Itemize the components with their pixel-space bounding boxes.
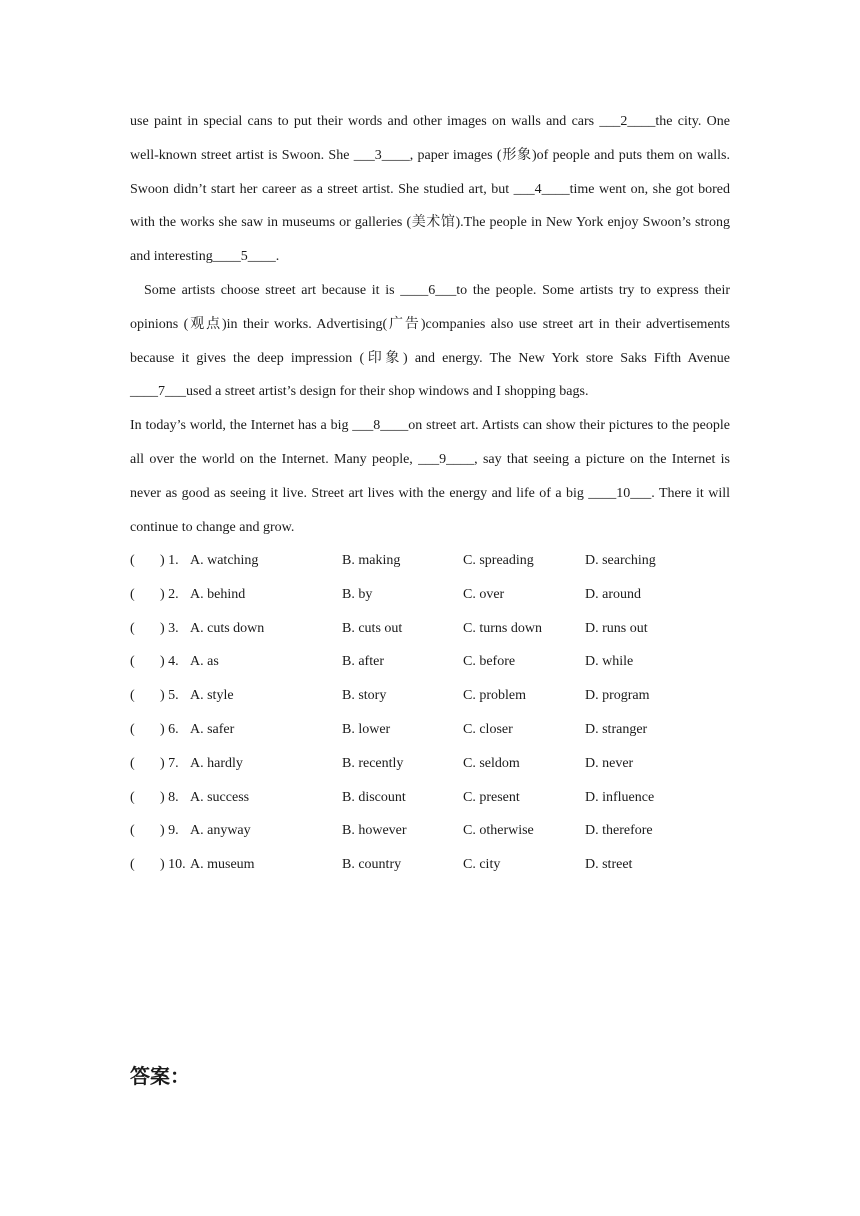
option-d: D. searching xyxy=(585,553,656,568)
question-row xyxy=(130,814,730,848)
question-row xyxy=(130,578,730,612)
passage-paragraph-3: In today’s world, the Internet has a big ___8____on street art. Artists can show their pictures to the people all over the world on the Internet. Many people, ___9____, say that seeing a picture on the Internet is never as good as seeing it live. Street art lives with the energy and life of a big ____10___. There it will continue to change and grow. xyxy=(130,418,730,535)
option-c: C. over xyxy=(463,586,505,602)
question-number: ) 7. xyxy=(160,755,179,771)
option-a: A. as xyxy=(190,654,219,670)
option-c: C. spreading xyxy=(463,553,534,568)
question-number: ) 6. xyxy=(160,721,179,737)
option-d: D. stranger xyxy=(585,721,648,737)
question-row xyxy=(130,544,730,578)
option-c: C. problem xyxy=(463,688,526,704)
answer-blank-open: ( xyxy=(130,789,135,805)
question-number: ) 2. xyxy=(160,586,179,602)
reading-passage xyxy=(130,105,730,544)
question-number: ) 5. xyxy=(160,688,179,704)
question-row xyxy=(130,612,730,646)
option-d: D. program xyxy=(585,688,650,704)
option-c: C. otherwise xyxy=(463,823,534,839)
answer-blank-open: ( xyxy=(130,620,135,636)
question-row xyxy=(130,848,730,882)
option-c: C. city xyxy=(463,857,501,873)
option-c: C. before xyxy=(463,654,516,670)
passage-paragraph-2: Some artists choose street art because it is ____6___to the people. Some artists try to express their opinions (观点)in their works. Advertising(广告)companies also use street art in their advertisements because it gives the deep impression (印象) and energy. The New York store Saks Fifth Avenue ____7___used a street artist’s design for their shop windows and I shopping bags. xyxy=(130,282,730,400)
question-number: ) 9. xyxy=(160,823,179,839)
question-number: ) 10. xyxy=(160,857,186,873)
answer-blank-open: ( xyxy=(130,586,135,602)
option-d: D. street xyxy=(585,857,633,873)
question-number: ) 8. xyxy=(160,789,179,805)
option-b: B. after xyxy=(342,654,384,670)
option-d: D. while xyxy=(585,654,634,670)
option-b: B. by xyxy=(342,586,373,602)
option-c: C. present xyxy=(463,789,520,805)
option-a: A. museum xyxy=(190,857,255,873)
option-d: D. never xyxy=(585,755,634,771)
option-a: A. safer xyxy=(190,721,235,737)
option-c: C. turns down xyxy=(463,620,542,636)
answer-heading: 答案： xyxy=(130,1064,190,1088)
answer-blank-open: ( xyxy=(130,688,135,704)
option-a: A. watching xyxy=(190,553,259,568)
option-a: A. hardly xyxy=(190,755,243,771)
option-d: D. influence xyxy=(585,789,655,805)
question-row xyxy=(130,781,730,815)
option-a: A. behind xyxy=(190,586,246,602)
question-row xyxy=(130,679,730,713)
answer-blank-open: ( xyxy=(130,553,135,568)
passage-paragraph-1: use paint in special cans to put their words and other images on walls and cars ___2____the city. One well-known street artist is Swoon. She ___3____, paper images (形象)of people and puts them on walls. Swoon didn’t start her career as a street artist. She studied art, but ___4____time went on, she got bored with the works she saw in museums or galleries (美术馆).The people in New York enjoy Swoon’s strong and interesting____5____. xyxy=(130,114,730,265)
answer-blank-open: ( xyxy=(130,755,135,771)
question-row xyxy=(130,645,730,679)
option-c: C. closer xyxy=(463,721,513,737)
option-a: A. success xyxy=(190,789,250,805)
option-d: D. around xyxy=(585,586,641,602)
question-number: ) 4. xyxy=(160,654,179,670)
option-d: D. runs out xyxy=(585,620,648,636)
option-b: B. cuts out xyxy=(342,620,403,636)
option-a: A. anyway xyxy=(190,823,251,839)
option-b: B. country xyxy=(342,857,402,873)
option-b: B. discount xyxy=(342,789,406,805)
question-row xyxy=(130,713,730,747)
question-number: ) 3. xyxy=(160,620,179,636)
option-b: B. making xyxy=(342,553,401,568)
option-d: D. therefore xyxy=(585,823,653,839)
option-c: C. seldom xyxy=(463,755,520,771)
option-b: B. recently xyxy=(342,755,404,771)
option-b: B. story xyxy=(342,688,387,704)
answer-blank-open: ( xyxy=(130,654,135,670)
question-row xyxy=(130,747,730,781)
answer-blank-open: ( xyxy=(130,857,135,873)
option-a: A. cuts down xyxy=(190,620,265,636)
question-list xyxy=(130,544,730,882)
question-number: ) 1. xyxy=(160,553,179,568)
answer-blank-open: ( xyxy=(130,823,135,839)
option-b: B. lower xyxy=(342,721,391,737)
option-b: B. however xyxy=(342,823,407,839)
answer-blank-open: ( xyxy=(130,721,135,737)
option-a: A. style xyxy=(190,688,234,704)
